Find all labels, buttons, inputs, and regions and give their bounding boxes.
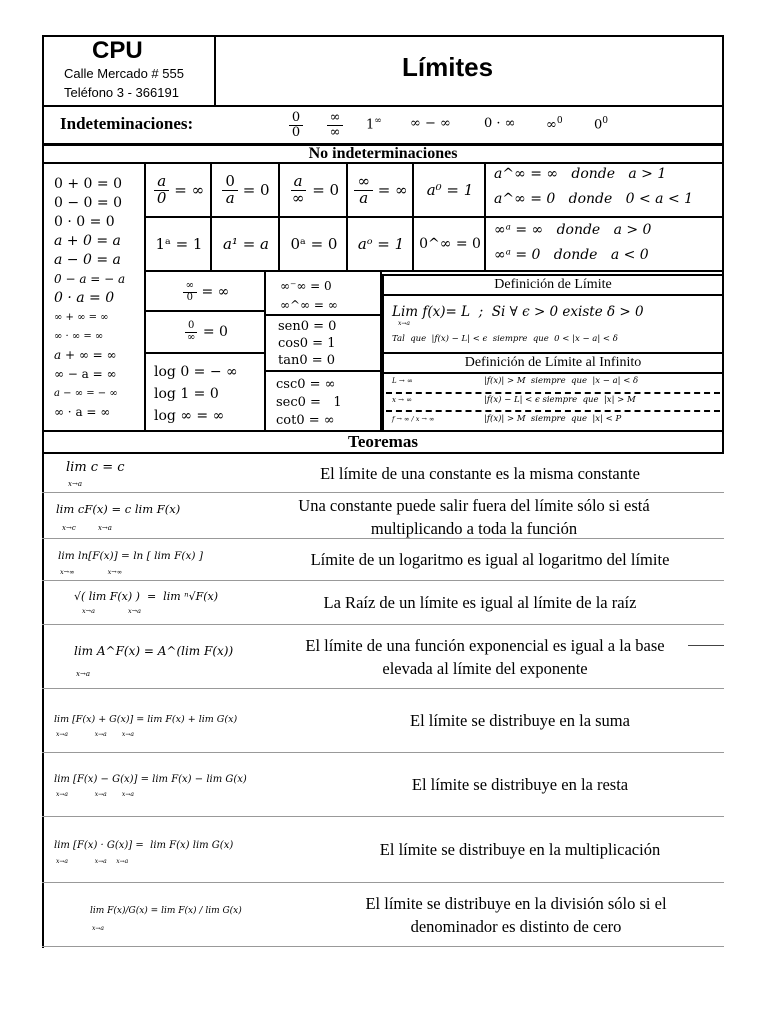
theorem-formula: lim A^F(x) = A^(lim F(x)) — [74, 644, 234, 658]
frac-den: 0 — [156, 188, 167, 207]
left-item: ∞ − a = ∞ — [54, 367, 117, 381]
theorem-divider — [42, 752, 724, 753]
frac-num: a — [291, 174, 306, 191]
mid-trig1 — [278, 318, 336, 369]
indet-zero-pow-zero: $0^0$ — [594, 116, 609, 133]
no-indet-title: No indeterminaciones — [308, 145, 458, 162]
theorem-text: Una constante puede salir fuera del límite sólo si está multiplicando a toda la función — [298, 496, 650, 538]
infinity-def-divider — [386, 410, 720, 412]
infinity-def-cond: f → ∞ / x → ∞ — [392, 415, 435, 423]
indet-inf-minus-inf: ∞ − ∞ — [410, 116, 451, 131]
page-title: Límites — [402, 52, 494, 82]
theorem-text: El límite de una función exponencial es igual a la base elevada al límite del exponente — [305, 636, 665, 678]
frac-num: 0 — [289, 111, 303, 126]
definition-title: Definición de Límite — [494, 277, 612, 292]
left-item: 0 · a = 0 — [54, 290, 115, 306]
definition-lim-sub: x→a — [398, 320, 410, 327]
log-item: log 1 = 0 — [154, 386, 219, 402]
theorem-formula-sub: x→a x→a x→a — [56, 858, 129, 865]
left-item: ∞ · ∞ = ∞ — [54, 331, 104, 342]
theorem-bottom-line — [42, 946, 724, 947]
mid-logs — [154, 361, 238, 427]
rhs: = 0 — [242, 181, 270, 199]
trig-item: sec0 = 1 — [276, 395, 342, 410]
theorem-divider — [42, 816, 724, 817]
trig-item: cot0 = ∞ — [276, 413, 335, 428]
theorem-text: El límite se distribuye en la suma — [410, 711, 630, 730]
log-item: log 0 = − ∞ — [154, 364, 238, 380]
theorem-divider — [42, 688, 724, 689]
theorem-formula-sub: x→a x→a — [82, 607, 142, 615]
r2-c4-eq: aᵒ = 1 — [357, 235, 405, 253]
frac-den: ∞ — [329, 124, 341, 140]
theorem-formula-sub: x→a — [76, 670, 90, 678]
r1-c6-line1: a^∞ = ∞ donde a > 1 — [494, 166, 667, 182]
left-item: a − 0 = a — [54, 252, 121, 268]
rhs: = ∞ — [174, 181, 205, 199]
indet-zero-times-inf: 0 · ∞ — [484, 116, 516, 131]
company-name: CPU — [92, 37, 143, 64]
r2-c2-eq: a¹ = a — [222, 235, 269, 253]
r1-c4-eq — [348, 162, 414, 218]
theorem-formula: lim c = c — [66, 460, 125, 475]
theorem-divider — [42, 492, 724, 493]
rhs: = 0 — [202, 324, 228, 340]
theorem-formula: lim [F(x) − G(x)] = lim F(x) − lim G(x) — [54, 774, 247, 785]
theorem-formula: √( lim F(x) ) = lim ⁿ√F(x) — [74, 590, 219, 603]
r1-c2-eq — [212, 162, 280, 218]
theorem-formula: lim cF(x) = c lim F(x) — [56, 502, 181, 516]
r2-c6-line2: ∞ᵃ = 0 donde a < 0 — [494, 247, 649, 263]
left-item: ∞ · a = ∞ — [54, 405, 111, 419]
mid-frac-inf-zero — [146, 272, 266, 312]
left-column-list — [54, 175, 125, 422]
trig-item: cos0 = 1 — [278, 336, 336, 351]
indet-one-inf: 1∞ — [366, 116, 382, 133]
theorem-text: La Raíz de un límite es igual al límite de la raíz — [323, 593, 637, 612]
indet-frac-inf-inf — [320, 108, 350, 142]
theorem-formula-sub: x→∞ x→∞ — [60, 568, 123, 576]
frac-den: ∞ — [187, 331, 196, 343]
frac-num: 0 — [185, 321, 197, 333]
theorem-formula: lim F(x)/G(x) = lim F(x) / lim G(x) — [90, 906, 242, 916]
left-item: a − ∞ = − ∞ — [54, 388, 118, 399]
infinity-def-cond: x → ∞ — [392, 396, 413, 404]
infinity-def-title: Definición de Límite al Infinito — [464, 355, 642, 370]
frac-den: ∞ — [291, 188, 305, 207]
theorem-formula-sub: x→c x→a — [62, 524, 112, 532]
definition-tal: Tal que |f(x) − L| < ϵ siempre que 0 < |x − a| < δ — [392, 334, 618, 344]
r1-c5-eq: a⁰ = 1 — [426, 181, 474, 199]
inf-pow-item: ∞^∞ = ∞ — [280, 298, 338, 312]
mid-inf-pow — [280, 277, 338, 315]
left-item: a + 0 = a — [54, 233, 121, 249]
rhs: = 0 — [312, 181, 340, 199]
theorem-text: El límite se distribuye en la división sólo si el denominador es distinto de cero — [365, 894, 667, 936]
indeterminations-label: Indeteminaciones: — [60, 114, 194, 133]
theorem-text: El límite se distribuye en la multiplicación — [379, 840, 661, 859]
left-item: 0 · 0 = 0 — [54, 214, 115, 230]
theorems-title: Teoremas — [348, 432, 418, 451]
inf-pow-item: ∞⁻∞ = 0 — [280, 279, 332, 293]
frac-den: a — [225, 188, 235, 207]
left-item: 0 − a = − a — [54, 272, 126, 286]
r1-c1-eq — [146, 162, 212, 218]
infinity-def-cond: L → ∞ — [392, 377, 413, 385]
left-item: a + ∞ = ∞ — [54, 348, 117, 362]
theorem-text: Límite de un logaritmo es igual al logaritmo del límite — [310, 550, 670, 569]
theorem-5-rule — [688, 645, 724, 646]
indet-frac-zero-zero — [282, 108, 310, 142]
r1-c3-eq — [280, 162, 348, 218]
definition-lim: Lim f(x)= L ; Si ∀ ϵ > 0 existe δ > 0 — [392, 304, 644, 320]
theorem-text: El límite se distribuye en la resta — [411, 775, 629, 794]
frac-num: a — [154, 174, 169, 191]
frac-den: 0 — [186, 291, 194, 303]
frac-num: ∞ — [327, 111, 344, 126]
theorem-divider — [42, 882, 724, 883]
mid-trig2 — [276, 376, 342, 430]
company-address: Calle Mercado # 555 — [64, 66, 184, 81]
theorem-formula: lim [F(x) + G(x)] = lim F(x) + lim G(x) — [54, 714, 238, 725]
r2-c5-eq: 0^∞ = 0 — [419, 236, 481, 252]
infinity-def-text: |f(x)| > M siempre que |x| < P — [484, 414, 622, 424]
r1-c6-line2: a^∞ = 0 donde 0 < a < 1 — [494, 191, 694, 207]
theorem-formula-sub: x→a x→a x→a — [56, 731, 134, 738]
theorem-formula: lim ln[F(x)] = ln [ lim F(x) ] — [58, 550, 203, 562]
frac-num: ∞ — [183, 281, 197, 293]
left-item: 0 − 0 = 0 — [54, 195, 122, 211]
infinity-def-text: |f(x)| > M siempre que |x − a| < δ — [484, 376, 639, 386]
left-item: 0 + 0 = 0 — [54, 176, 122, 192]
theorem-formula-sub: x→a x→a x→a — [56, 791, 134, 798]
infinity-def-text: |f(x) − L| < ϵ siempre que |x| > M — [484, 395, 636, 405]
r2-c3-eq: 0ᵃ = 0 — [290, 235, 338, 253]
trig-item: sen0 = 0 — [278, 319, 337, 334]
frac-den: 0 — [291, 124, 301, 140]
trig-item: tan0 = 0 — [278, 353, 336, 368]
theorems-left-border — [42, 430, 44, 948]
rhs: = ∞ — [377, 181, 408, 199]
company-phone: Teléfono 3 - 366191 — [64, 85, 179, 100]
theorem-formula: lim [F(x) · G(x)] = lim F(x) lim G(x) — [54, 840, 234, 851]
rhs: = ∞ — [201, 284, 230, 300]
r2-c1-eq: 1ᵃ = 1 — [155, 235, 203, 253]
left-item: ∞ + ∞ = ∞ — [54, 312, 109, 323]
infinity-def-divider — [386, 392, 720, 394]
r2-c6-line1: ∞ᵃ = ∞ donde a > 0 — [494, 222, 652, 238]
indet-inf-pow-zero: ∞$^0$ — [546, 116, 563, 133]
mid-frac-zero-inf — [146, 310, 266, 354]
theorem-formula-sub: x→a — [92, 925, 104, 932]
frac-num: 0 — [222, 174, 238, 191]
theorem-divider — [42, 624, 724, 625]
trig-item: csc0 = ∞ — [276, 377, 336, 392]
theorem-formula-sub: x→a — [68, 480, 82, 488]
frac-num: ∞ — [354, 174, 373, 191]
frac-den: a — [359, 188, 369, 207]
theorem-divider — [42, 580, 724, 581]
log-item: log ∞ = ∞ — [154, 408, 225, 424]
theorem-text: El límite de una constante es la misma constante — [320, 464, 640, 483]
